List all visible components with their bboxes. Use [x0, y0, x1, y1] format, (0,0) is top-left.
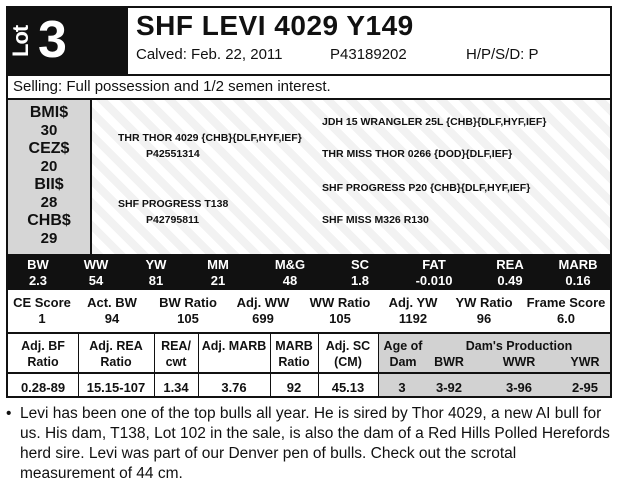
perf-value: 94: [104, 311, 120, 326]
bullet-icon: •: [6, 405, 12, 422]
sire-sire: JDH 15 WRANGLER 25L {CHB}{DLF,HYF,IEF}: [322, 116, 547, 128]
epd-traits-band: [8, 254, 610, 290]
carcass-header-l1: MARB: [275, 339, 313, 353]
perf-label: Frame Score: [526, 295, 606, 310]
trait-value: 2.3: [28, 273, 48, 288]
index-name: CEZ$: [28, 140, 70, 157]
carcass-value: 15.15-107: [86, 380, 146, 395]
trait-value: 0.49: [497, 273, 523, 288]
dp-value: 2-95: [571, 380, 599, 395]
perf-label: YW Ratio: [455, 295, 513, 310]
dam-sire: SHF PROGRESS P20 {CHB}{DLF,HYF,IEF}: [322, 182, 531, 194]
hps-status: H/P/S/D: P: [466, 46, 539, 63]
pedigree-panel: [92, 100, 610, 254]
dp-value: 3-92: [435, 380, 463, 395]
performance-row: [8, 290, 610, 334]
dp-header: WWR: [502, 355, 536, 369]
perf-value: 96: [476, 311, 492, 326]
perf-value: 105: [329, 311, 351, 326]
trait-label: WW: [83, 257, 109, 272]
perf-label: WW Ratio: [309, 295, 371, 310]
carcass-header-l2: cwt: [165, 355, 187, 369]
index-panel: [8, 100, 92, 254]
trait-label: REA: [496, 257, 524, 272]
carcass-value: 1.34: [163, 380, 189, 395]
carcass-header-l1: REA/: [161, 339, 191, 353]
perf-value: 6.0: [556, 311, 576, 326]
trait-value: -0.010: [415, 273, 453, 288]
trait-label: M&G: [274, 257, 306, 272]
carcass-header-l2: Ratio: [27, 355, 59, 369]
perf-label: CE Score: [13, 295, 71, 310]
perf-value: 1192: [398, 311, 428, 326]
dp-value: 3-96: [505, 380, 533, 395]
sire-registration: P42551314: [146, 148, 200, 160]
trait-label: SC: [350, 257, 370, 272]
trait-value: 1.8: [350, 273, 370, 288]
sire: THR THOR 4029 {CHB}{DLF,HYF,IEF}: [118, 132, 302, 144]
carcass-header-l1: Adj. SC: [325, 339, 371, 353]
lot-word: Lot: [8, 25, 33, 57]
dam-registration: P42795811: [146, 214, 200, 226]
lot-number: 3: [38, 11, 67, 69]
selling-terms: Selling: Full possession and 1/2 semen interest.: [8, 74, 610, 100]
trait-value: 21: [210, 273, 226, 288]
trait-label: MM: [207, 257, 229, 272]
carcass-header-l1: Age of: [383, 339, 423, 353]
trait-label: BW: [27, 257, 49, 272]
perf-value: 699: [252, 311, 274, 326]
dp-header: BWR: [434, 355, 464, 369]
dam-age-value: 3: [398, 380, 406, 395]
animal-name: SHF LEVI 4029 Y149: [136, 10, 414, 41]
perf-label: Adj. YW: [388, 295, 438, 310]
trait-value: 81: [148, 273, 164, 288]
sire-dam: THR MISS THOR 0266 {DOD}{DLF,IEF}: [322, 148, 513, 160]
index-value: 29: [40, 230, 58, 247]
comment-text: Levi has been one of the top bulls all year. He is sired by Thor 4029, a new AI bull for us. His dam, T138, Lot 102 in the sale, is also the dam of a Red Hills Polled Herefords herd sire. Levi was part of our Denver pen of bulls. Check out the scrotal measurement of 44 cm.: [20, 405, 610, 482]
calved-date: Calved: Feb. 22, 2011: [136, 46, 283, 63]
index-name: BII$: [34, 176, 64, 193]
carcass-value: 0.28-89: [20, 380, 66, 395]
carcass-header-l1: Adj. REA: [89, 339, 143, 353]
dam: SHF PROGRESS T138: [118, 198, 229, 210]
carcass-header-l1: Adj. MARB: [201, 339, 267, 353]
trait-label: YW: [145, 257, 167, 272]
carcass-header-l2: Ratio: [100, 355, 132, 369]
carcass-header-l1: Adj. BF: [21, 339, 65, 353]
carcass-header-l2: Ratio: [278, 355, 310, 369]
trait-value: 54: [88, 273, 104, 288]
carcass-value: 92: [286, 380, 302, 395]
perf-value: 1: [38, 311, 46, 326]
index-value: 20: [40, 158, 58, 175]
trait-label: FAT: [422, 257, 446, 272]
index-value: 30: [40, 122, 58, 139]
perf-label: Act. BW: [87, 295, 137, 310]
carcass-header-l2: (CM): [334, 355, 362, 369]
perf-label: BW Ratio: [159, 295, 217, 310]
registration-number: P43189202: [330, 46, 407, 63]
dam-dam: SHF MISS M326 R130: [322, 214, 429, 226]
carcass-value: 3.76: [221, 380, 247, 395]
trait-value: 0.16: [565, 273, 591, 288]
index-name: CHB$: [27, 212, 71, 229]
carcass-row: [8, 334, 610, 396]
trait-value: 48: [282, 273, 298, 288]
dams-production-title: Dam's Production: [465, 339, 573, 353]
index-value: 28: [40, 194, 58, 211]
carcass-value: 45.13: [331, 380, 365, 395]
trait-label: MARB: [558, 257, 598, 272]
perf-label: Adj. WW: [236, 295, 290, 310]
dp-header: YWR: [570, 355, 600, 369]
lot-card: [6, 6, 612, 398]
index-name: BMI$: [29, 104, 69, 121]
perf-value: 105: [177, 311, 199, 326]
lot-badge: [8, 8, 128, 74]
carcass-header-l2: Dam: [389, 355, 417, 369]
